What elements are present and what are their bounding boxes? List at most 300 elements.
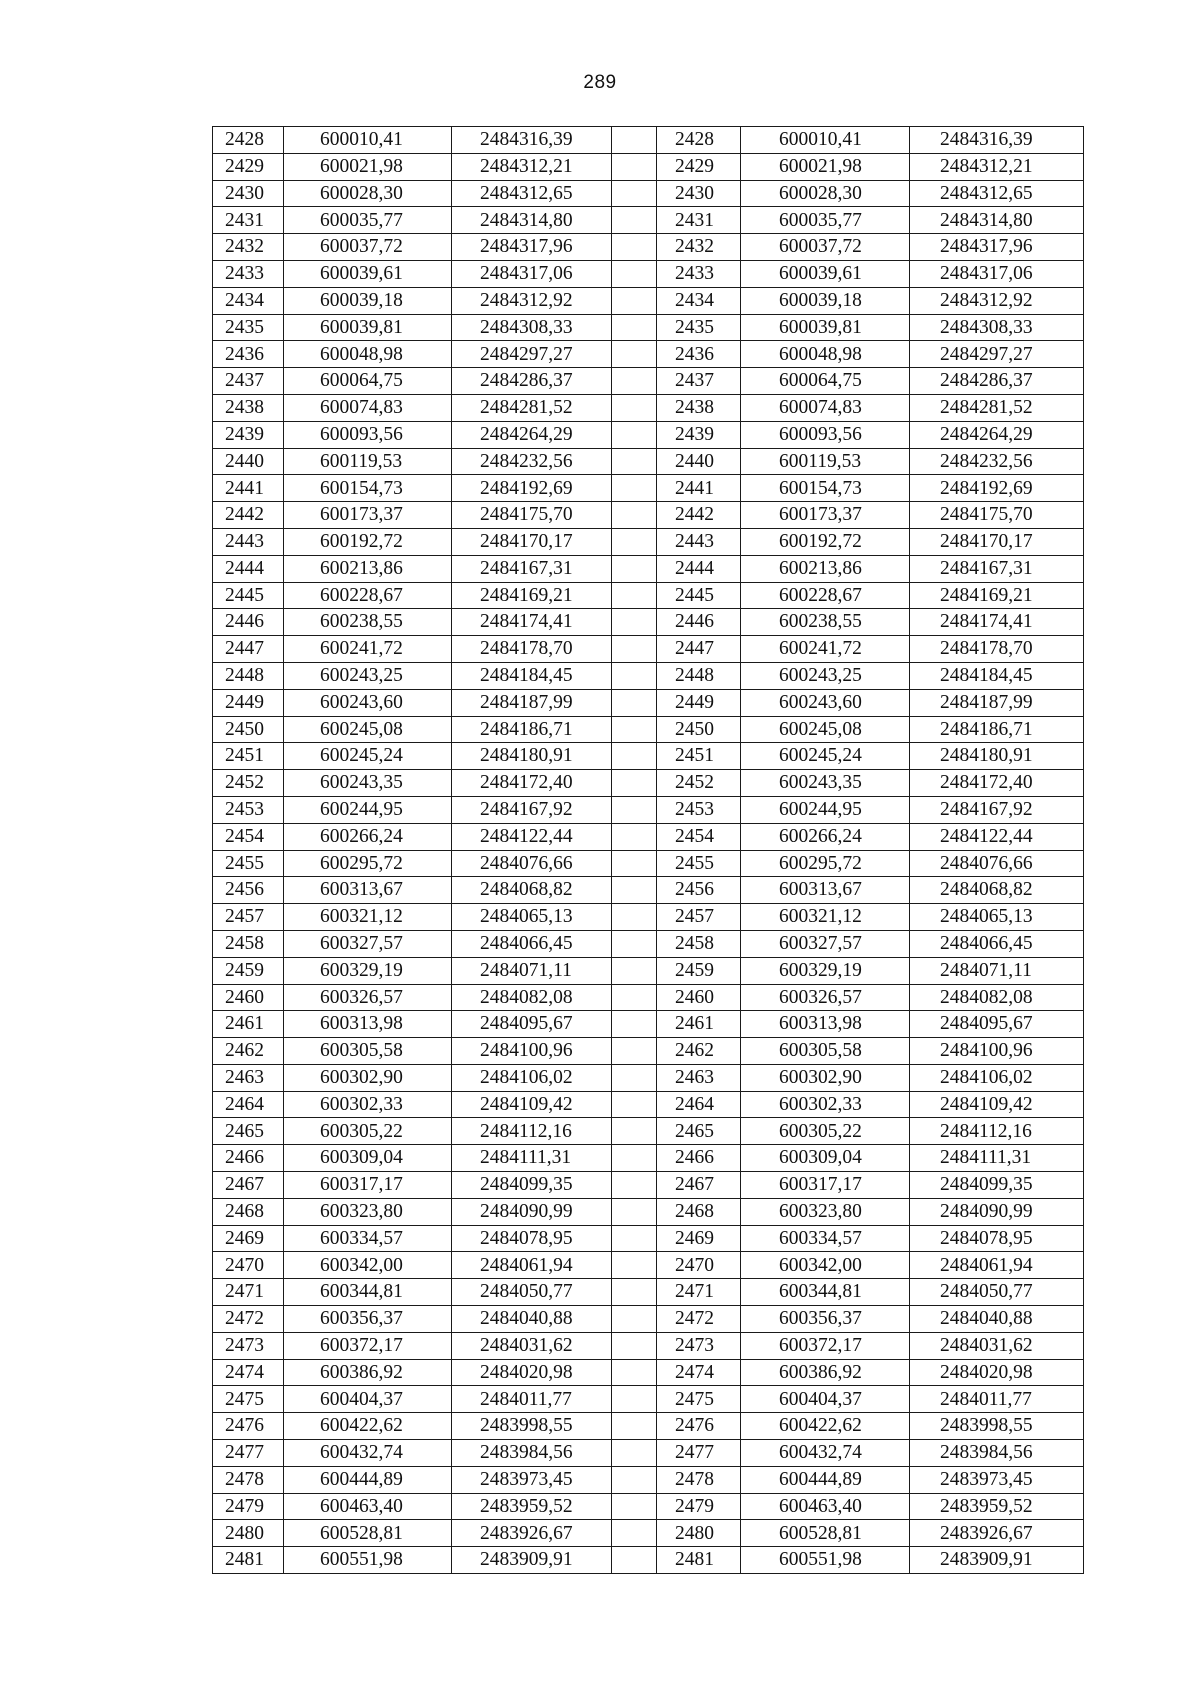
y-coordinate-cell: 2484184,45 xyxy=(910,662,1084,689)
y-coordinate-cell: 2484040,88 xyxy=(452,1306,612,1333)
x-coordinate-cell: 600093,56 xyxy=(741,421,910,448)
y-coordinate-cell: 2483973,45 xyxy=(910,1466,1084,1493)
y-coordinate-cell: 2484281,52 xyxy=(452,394,612,421)
point-number-cell: 2456 xyxy=(657,877,741,904)
spacer-cell xyxy=(612,716,657,743)
y-coordinate-cell: 2484264,29 xyxy=(910,421,1084,448)
x-coordinate-cell: 600238,55 xyxy=(284,609,452,636)
table-row xyxy=(213,877,1084,904)
y-coordinate-cell: 2484281,52 xyxy=(910,394,1084,421)
y-coordinate-cell: 2484109,42 xyxy=(910,1091,1084,1118)
y-coordinate-cell: 2484192,69 xyxy=(452,475,612,502)
x-coordinate-cell: 600344,81 xyxy=(284,1279,452,1306)
spacer-cell xyxy=(612,207,657,234)
spacer-cell xyxy=(612,1172,657,1199)
y-coordinate-cell: 2484170,17 xyxy=(452,528,612,555)
x-coordinate-cell: 600010,41 xyxy=(741,127,910,154)
x-coordinate-cell: 600064,75 xyxy=(741,368,910,395)
x-coordinate-cell: 600302,90 xyxy=(284,1064,452,1091)
y-coordinate-cell: 2484106,02 xyxy=(910,1064,1084,1091)
y-coordinate-cell: 2483998,55 xyxy=(452,1413,612,1440)
x-coordinate-cell: 600295,72 xyxy=(741,850,910,877)
point-number-cell: 2463 xyxy=(657,1064,741,1091)
y-coordinate-cell: 2484169,21 xyxy=(910,582,1084,609)
point-number-cell: 2434 xyxy=(657,287,741,314)
point-number-cell: 2429 xyxy=(213,153,284,180)
y-coordinate-cell: 2484099,35 xyxy=(910,1172,1084,1199)
table-row xyxy=(213,1547,1084,1574)
y-coordinate-cell: 2484106,02 xyxy=(452,1064,612,1091)
y-coordinate-cell: 2484187,99 xyxy=(452,689,612,716)
y-coordinate-cell: 2484065,13 xyxy=(452,904,612,931)
x-coordinate-cell: 600021,98 xyxy=(284,153,452,180)
y-coordinate-cell: 2483926,67 xyxy=(452,1520,612,1547)
table-row xyxy=(213,421,1084,448)
spacer-cell xyxy=(612,180,657,207)
x-coordinate-cell: 600329,19 xyxy=(741,957,910,984)
table-row xyxy=(213,796,1084,823)
x-coordinate-cell: 600243,60 xyxy=(741,689,910,716)
table-row xyxy=(213,448,1084,475)
y-coordinate-cell: 2484172,40 xyxy=(910,770,1084,797)
table-row xyxy=(213,475,1084,502)
spacer-cell xyxy=(612,1413,657,1440)
point-number-cell: 2438 xyxy=(213,394,284,421)
point-number-cell: 2454 xyxy=(657,823,741,850)
y-coordinate-cell: 2483926,67 xyxy=(910,1520,1084,1547)
x-coordinate-cell: 600039,18 xyxy=(741,287,910,314)
x-coordinate-cell: 600048,98 xyxy=(284,341,452,368)
x-coordinate-cell: 600173,37 xyxy=(741,502,910,529)
y-coordinate-cell: 2484312,65 xyxy=(910,180,1084,207)
table-row xyxy=(213,716,1084,743)
x-coordinate-cell: 600245,08 xyxy=(284,716,452,743)
table-row xyxy=(213,1306,1084,1333)
spacer-cell xyxy=(612,1011,657,1038)
x-coordinate-cell: 600422,62 xyxy=(741,1413,910,1440)
point-number-cell: 2480 xyxy=(213,1520,284,1547)
point-number-cell: 2455 xyxy=(657,850,741,877)
y-coordinate-cell: 2484178,70 xyxy=(910,636,1084,663)
table-row xyxy=(213,207,1084,234)
y-coordinate-cell: 2484170,17 xyxy=(910,528,1084,555)
x-coordinate-cell: 600048,98 xyxy=(741,341,910,368)
table-row xyxy=(213,1440,1084,1467)
point-number-cell: 2452 xyxy=(657,770,741,797)
point-number-cell: 2457 xyxy=(657,904,741,931)
x-coordinate-cell: 600528,81 xyxy=(741,1520,910,1547)
x-coordinate-cell: 600302,33 xyxy=(741,1091,910,1118)
x-coordinate-cell: 600039,61 xyxy=(284,260,452,287)
x-coordinate-cell: 600243,25 xyxy=(741,662,910,689)
point-number-cell: 2447 xyxy=(213,636,284,663)
point-number-cell: 2472 xyxy=(657,1306,741,1333)
table-row xyxy=(213,1172,1084,1199)
x-coordinate-cell: 600305,58 xyxy=(284,1038,452,1065)
x-coordinate-cell: 600444,89 xyxy=(284,1466,452,1493)
x-coordinate-cell: 600305,58 xyxy=(741,1038,910,1065)
y-coordinate-cell: 2484031,62 xyxy=(910,1332,1084,1359)
table-row xyxy=(213,341,1084,368)
point-number-cell: 2464 xyxy=(657,1091,741,1118)
x-coordinate-cell: 600039,61 xyxy=(741,260,910,287)
point-number-cell: 2459 xyxy=(213,957,284,984)
point-number-cell: 2441 xyxy=(657,475,741,502)
y-coordinate-cell: 2484040,88 xyxy=(910,1306,1084,1333)
table-row xyxy=(213,502,1084,529)
table-row xyxy=(213,1225,1084,1252)
point-number-cell: 2477 xyxy=(657,1440,741,1467)
y-coordinate-cell: 2484050,77 xyxy=(910,1279,1084,1306)
x-coordinate-cell: 600173,37 xyxy=(284,502,452,529)
x-coordinate-cell: 600444,89 xyxy=(741,1466,910,1493)
spacer-cell xyxy=(612,421,657,448)
table-row xyxy=(213,1413,1084,1440)
point-number-cell: 2479 xyxy=(657,1493,741,1520)
y-coordinate-cell: 2484286,37 xyxy=(452,368,612,395)
point-number-cell: 2469 xyxy=(213,1225,284,1252)
point-number-cell: 2447 xyxy=(657,636,741,663)
point-number-cell: 2435 xyxy=(657,314,741,341)
table-row xyxy=(213,1091,1084,1118)
y-coordinate-cell: 2484167,31 xyxy=(910,555,1084,582)
point-number-cell: 2450 xyxy=(213,716,284,743)
x-coordinate-cell: 600309,04 xyxy=(741,1145,910,1172)
spacer-cell xyxy=(612,502,657,529)
point-number-cell: 2428 xyxy=(213,127,284,154)
point-number-cell: 2477 xyxy=(213,1440,284,1467)
x-coordinate-cell: 600154,73 xyxy=(284,475,452,502)
x-coordinate-cell: 600551,98 xyxy=(741,1547,910,1574)
spacer-cell xyxy=(612,287,657,314)
y-coordinate-cell: 2484312,21 xyxy=(910,153,1084,180)
y-coordinate-cell: 2484192,69 xyxy=(910,475,1084,502)
x-coordinate-cell: 600404,37 xyxy=(284,1386,452,1413)
table-row xyxy=(213,770,1084,797)
x-coordinate-cell: 600327,57 xyxy=(284,930,452,957)
x-coordinate-cell: 600317,17 xyxy=(741,1172,910,1199)
point-number-cell: 2455 xyxy=(213,850,284,877)
table-row xyxy=(213,904,1084,931)
y-coordinate-cell: 2484011,77 xyxy=(452,1386,612,1413)
x-coordinate-cell: 600386,92 xyxy=(284,1359,452,1386)
x-coordinate-cell: 600245,08 xyxy=(741,716,910,743)
spacer-cell xyxy=(612,850,657,877)
point-number-cell: 2451 xyxy=(213,743,284,770)
y-coordinate-cell: 2484095,67 xyxy=(452,1011,612,1038)
table-row xyxy=(213,850,1084,877)
y-coordinate-cell: 2484180,91 xyxy=(910,743,1084,770)
x-coordinate-cell: 600266,24 xyxy=(741,823,910,850)
point-number-cell: 2434 xyxy=(213,287,284,314)
spacer-cell xyxy=(612,743,657,770)
x-coordinate-cell: 600309,04 xyxy=(284,1145,452,1172)
spacer-cell xyxy=(612,1359,657,1386)
point-number-cell: 2475 xyxy=(213,1386,284,1413)
y-coordinate-cell: 2484078,95 xyxy=(452,1225,612,1252)
point-number-cell: 2444 xyxy=(657,555,741,582)
x-coordinate-cell: 600243,25 xyxy=(284,662,452,689)
table-row xyxy=(213,609,1084,636)
x-coordinate-cell: 600238,55 xyxy=(741,609,910,636)
point-number-cell: 2438 xyxy=(657,394,741,421)
y-coordinate-cell: 2483984,56 xyxy=(910,1440,1084,1467)
point-number-cell: 2473 xyxy=(213,1332,284,1359)
point-number-cell: 2480 xyxy=(657,1520,741,1547)
x-coordinate-cell: 600323,80 xyxy=(741,1198,910,1225)
table-row xyxy=(213,1118,1084,1145)
y-coordinate-cell: 2484111,31 xyxy=(452,1145,612,1172)
y-coordinate-cell: 2484112,16 xyxy=(910,1118,1084,1145)
point-number-cell: 2439 xyxy=(657,421,741,448)
spacer-cell xyxy=(612,153,657,180)
point-number-cell: 2440 xyxy=(213,448,284,475)
spacer-cell xyxy=(612,475,657,502)
point-number-cell: 2460 xyxy=(657,984,741,1011)
table-row xyxy=(213,368,1084,395)
x-coordinate-cell: 600028,30 xyxy=(741,180,910,207)
point-number-cell: 2473 xyxy=(657,1332,741,1359)
point-number-cell: 2449 xyxy=(213,689,284,716)
y-coordinate-cell: 2484184,45 xyxy=(452,662,612,689)
x-coordinate-cell: 600010,41 xyxy=(284,127,452,154)
point-number-cell: 2446 xyxy=(657,609,741,636)
x-coordinate-cell: 600313,98 xyxy=(741,1011,910,1038)
x-coordinate-cell: 600342,00 xyxy=(741,1252,910,1279)
y-coordinate-cell: 2484078,95 xyxy=(910,1225,1084,1252)
x-coordinate-cell: 600305,22 xyxy=(284,1118,452,1145)
table-row xyxy=(213,582,1084,609)
point-number-cell: 2449 xyxy=(657,689,741,716)
x-coordinate-cell: 600372,17 xyxy=(284,1332,452,1359)
point-number-cell: 2439 xyxy=(213,421,284,448)
x-coordinate-cell: 600039,81 xyxy=(284,314,452,341)
spacer-cell xyxy=(612,528,657,555)
table-row xyxy=(213,1011,1084,1038)
y-coordinate-cell: 2484186,71 xyxy=(910,716,1084,743)
x-coordinate-cell: 600432,74 xyxy=(741,1440,910,1467)
point-number-cell: 2429 xyxy=(657,153,741,180)
y-coordinate-cell: 2484312,92 xyxy=(910,287,1084,314)
x-coordinate-cell: 600302,33 xyxy=(284,1091,452,1118)
table-row xyxy=(213,1064,1084,1091)
point-number-cell: 2436 xyxy=(213,341,284,368)
point-number-cell: 2466 xyxy=(657,1145,741,1172)
y-coordinate-cell: 2484317,06 xyxy=(452,260,612,287)
x-coordinate-cell: 600321,12 xyxy=(284,904,452,931)
y-coordinate-cell: 2484020,98 xyxy=(452,1359,612,1386)
y-coordinate-cell: 2484095,67 xyxy=(910,1011,1084,1038)
spacer-cell xyxy=(612,1466,657,1493)
spacer-cell xyxy=(612,448,657,475)
table-row xyxy=(213,1332,1084,1359)
point-number-cell: 2467 xyxy=(213,1172,284,1199)
x-coordinate-cell: 600228,67 xyxy=(284,582,452,609)
table-row xyxy=(213,1279,1084,1306)
x-coordinate-cell: 600356,37 xyxy=(741,1306,910,1333)
x-coordinate-cell: 600074,83 xyxy=(741,394,910,421)
spacer-cell xyxy=(612,555,657,582)
point-number-cell: 2470 xyxy=(657,1252,741,1279)
y-coordinate-cell: 2484178,70 xyxy=(452,636,612,663)
y-coordinate-cell: 2484050,77 xyxy=(452,1279,612,1306)
table-row xyxy=(213,314,1084,341)
x-coordinate-cell: 600329,19 xyxy=(284,957,452,984)
y-coordinate-cell: 2484112,16 xyxy=(452,1118,612,1145)
x-coordinate-cell: 600302,90 xyxy=(741,1064,910,1091)
x-coordinate-cell: 600327,57 xyxy=(741,930,910,957)
point-number-cell: 2436 xyxy=(657,341,741,368)
point-number-cell: 2448 xyxy=(657,662,741,689)
point-number-cell: 2470 xyxy=(213,1252,284,1279)
x-coordinate-cell: 600154,73 xyxy=(741,475,910,502)
point-number-cell: 2454 xyxy=(213,823,284,850)
y-coordinate-cell: 2484297,27 xyxy=(452,341,612,368)
point-number-cell: 2468 xyxy=(213,1198,284,1225)
x-coordinate-cell: 600295,72 xyxy=(284,850,452,877)
point-number-cell: 2445 xyxy=(657,582,741,609)
y-coordinate-cell: 2484297,27 xyxy=(910,341,1084,368)
point-number-cell: 2474 xyxy=(213,1359,284,1386)
x-coordinate-cell: 600342,00 xyxy=(284,1252,452,1279)
y-coordinate-cell: 2484100,96 xyxy=(910,1038,1084,1065)
table-row xyxy=(213,823,1084,850)
y-coordinate-cell: 2484011,77 xyxy=(910,1386,1084,1413)
point-number-cell: 2476 xyxy=(213,1413,284,1440)
point-number-cell: 2467 xyxy=(657,1172,741,1199)
point-number-cell: 2437 xyxy=(657,368,741,395)
point-number-cell: 2450 xyxy=(657,716,741,743)
page-number: 289 xyxy=(583,72,617,93)
x-coordinate-cell: 600037,72 xyxy=(284,234,452,261)
spacer-cell xyxy=(612,260,657,287)
y-coordinate-cell: 2484312,92 xyxy=(452,287,612,314)
point-number-cell: 2441 xyxy=(213,475,284,502)
x-coordinate-cell: 600213,86 xyxy=(741,555,910,582)
spacer-cell xyxy=(612,1038,657,1065)
spacer-cell xyxy=(612,1225,657,1252)
point-number-cell: 2461 xyxy=(213,1011,284,1038)
x-coordinate-cell: 600228,67 xyxy=(741,582,910,609)
table-row xyxy=(213,127,1084,154)
x-coordinate-cell: 600321,12 xyxy=(741,904,910,931)
y-coordinate-cell: 2484317,96 xyxy=(910,234,1084,261)
y-coordinate-cell: 2483909,91 xyxy=(452,1547,612,1574)
spacer-cell xyxy=(612,904,657,931)
y-coordinate-cell: 2484109,42 xyxy=(452,1091,612,1118)
y-coordinate-cell: 2484167,92 xyxy=(910,796,1084,823)
point-number-cell: 2471 xyxy=(213,1279,284,1306)
spacer-cell xyxy=(612,770,657,797)
point-number-cell: 2466 xyxy=(213,1145,284,1172)
table-row xyxy=(213,1386,1084,1413)
spacer-cell xyxy=(612,1064,657,1091)
y-coordinate-cell: 2484090,99 xyxy=(910,1198,1084,1225)
point-number-cell: 2456 xyxy=(213,877,284,904)
point-number-cell: 2430 xyxy=(657,180,741,207)
y-coordinate-cell: 2483909,91 xyxy=(910,1547,1084,1574)
x-coordinate-cell: 600334,57 xyxy=(284,1225,452,1252)
y-coordinate-cell: 2484100,96 xyxy=(452,1038,612,1065)
spacer-cell xyxy=(612,368,657,395)
table-row xyxy=(213,1466,1084,1493)
point-number-cell: 2453 xyxy=(213,796,284,823)
table-row xyxy=(213,984,1084,1011)
point-number-cell: 2437 xyxy=(213,368,284,395)
spacer-cell xyxy=(612,1547,657,1574)
point-number-cell: 2478 xyxy=(213,1466,284,1493)
y-coordinate-cell: 2484317,06 xyxy=(910,260,1084,287)
x-coordinate-cell: 600344,81 xyxy=(741,1279,910,1306)
coordinates-table xyxy=(212,126,1084,1574)
spacer-cell xyxy=(612,1306,657,1333)
x-coordinate-cell: 600245,24 xyxy=(741,743,910,770)
x-coordinate-cell: 600334,57 xyxy=(741,1225,910,1252)
point-number-cell: 2471 xyxy=(657,1279,741,1306)
point-number-cell: 2474 xyxy=(657,1359,741,1386)
y-coordinate-cell: 2484066,45 xyxy=(452,930,612,957)
point-number-cell: 2463 xyxy=(213,1064,284,1091)
point-number-cell: 2458 xyxy=(657,930,741,957)
x-coordinate-cell: 600035,77 xyxy=(284,207,452,234)
y-coordinate-cell: 2484308,33 xyxy=(910,314,1084,341)
spacer-cell xyxy=(612,957,657,984)
y-coordinate-cell: 2484286,37 xyxy=(910,368,1084,395)
x-coordinate-cell: 600551,98 xyxy=(284,1547,452,1574)
table-row xyxy=(213,930,1084,957)
point-number-cell: 2458 xyxy=(213,930,284,957)
x-coordinate-cell: 600064,75 xyxy=(284,368,452,395)
y-coordinate-cell: 2484314,80 xyxy=(910,207,1084,234)
y-coordinate-cell: 2484180,91 xyxy=(452,743,612,770)
y-coordinate-cell: 2484071,11 xyxy=(452,957,612,984)
y-coordinate-cell: 2484076,66 xyxy=(910,850,1084,877)
y-coordinate-cell: 2484172,40 xyxy=(452,770,612,797)
x-coordinate-cell: 600243,35 xyxy=(741,770,910,797)
point-number-cell: 2468 xyxy=(657,1198,741,1225)
table-row xyxy=(213,555,1084,582)
table-row xyxy=(213,636,1084,663)
x-coordinate-cell: 600404,37 xyxy=(741,1386,910,1413)
table-row xyxy=(213,1145,1084,1172)
y-coordinate-cell: 2484232,56 xyxy=(910,448,1084,475)
y-coordinate-cell: 2484068,82 xyxy=(910,877,1084,904)
point-number-cell: 2432 xyxy=(213,234,284,261)
point-number-cell: 2476 xyxy=(657,1413,741,1440)
x-coordinate-cell: 600528,81 xyxy=(284,1520,452,1547)
point-number-cell: 2481 xyxy=(657,1547,741,1574)
point-number-cell: 2446 xyxy=(213,609,284,636)
y-coordinate-cell: 2484090,99 xyxy=(452,1198,612,1225)
y-coordinate-cell: 2484122,44 xyxy=(452,823,612,850)
point-number-cell: 2459 xyxy=(657,957,741,984)
x-coordinate-cell: 600313,98 xyxy=(284,1011,452,1038)
spacer-cell xyxy=(612,930,657,957)
spacer-cell xyxy=(612,636,657,663)
table-row xyxy=(213,743,1084,770)
spacer-cell xyxy=(612,1198,657,1225)
y-coordinate-cell: 2484316,39 xyxy=(910,127,1084,154)
y-coordinate-cell: 2484186,71 xyxy=(452,716,612,743)
x-coordinate-cell: 600241,72 xyxy=(741,636,910,663)
spacer-cell xyxy=(612,823,657,850)
y-coordinate-cell: 2484316,39 xyxy=(452,127,612,154)
x-coordinate-cell: 600245,24 xyxy=(284,743,452,770)
point-number-cell: 2465 xyxy=(213,1118,284,1145)
x-coordinate-cell: 600119,53 xyxy=(741,448,910,475)
x-coordinate-cell: 600035,77 xyxy=(741,207,910,234)
y-coordinate-cell: 2484071,11 xyxy=(910,957,1084,984)
